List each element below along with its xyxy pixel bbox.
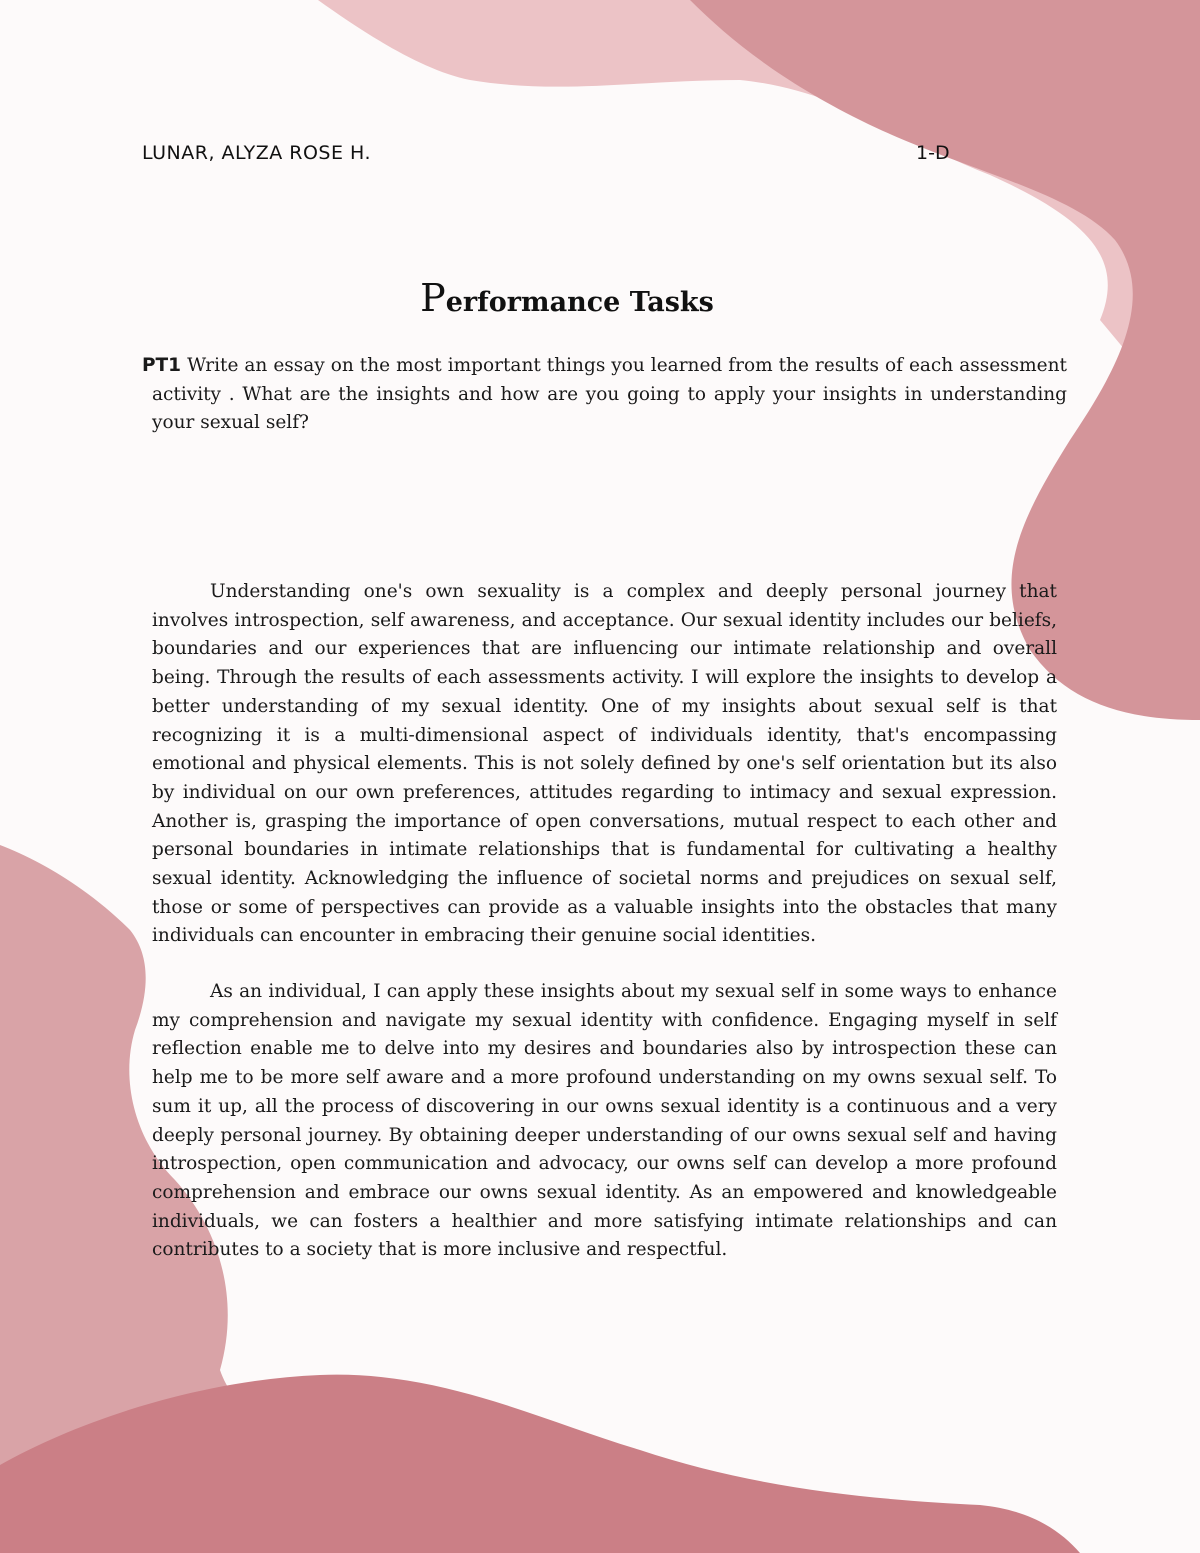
task-prompt-text: Write an essay on the most important things you learned from the results of each assessment activity . What are the insights and how are you going to apply your insights in understanding your sexual self? [152, 355, 1067, 434]
task-prompt [142, 352, 1067, 438]
task-code: PT1 [142, 355, 182, 376]
student-name: LUNAR, ALYZA ROSE H. [142, 142, 372, 164]
title-rest: erformance Tasks [445, 287, 714, 318]
class-section: 1-D [916, 142, 950, 164]
essay-paragraph-1: Understanding one's own sexuality is a complex and deeply personal journey that involves introspection, self awareness, and acceptance. Our sexual identity includes our beliefs, boundaries and our experiences that are influencing our intimate relationship and overall being. Through the results of each assessments activity. I will explore the insights to develop a better understanding of my sexual identity. One of my insights about sexual self is that recognizing it is a multi-dimensional aspect of individuals identity, that's encompassing emotional and physical elements. This is not solely defined by one's self orientation but its also by individual on our own preferences, attitudes regarding to intimacy and sexual expression. Another is, grasping the importance of open conversations, mutual respect to each other and personal boundaries in intimate relationships that is fundamental for cultivating a healthy sexual identity. Acknowledging the influence of societal norms and prejudices on sexual self, those or some of perspectives can provide as a valuable insights into the obstacles that many individuals can encounter in embracing their genuine social identities. [152, 581, 1057, 947]
essay-paragraph-2: As an individual, I can apply these insights about my sexual self in some ways to enhance my comprehension and navigate my sexual identity with confidence. Engaging myself in self reflection enable me to delve into my desires and boundaries also by introspection these can help me to be more self aware and a more profound understanding on my owns sexual self. To sum it up, all the process of discovering in our owns sexual identity is a continuous and a very deeply personal journey. By obtaining deeper understanding of our owns sexual self and having introspection, open communication and advocacy, our owns self can develop a more profound comprehension and embrace our owns sexual identity. As an empowered and knowledgeable individuals, we can fosters a healthier and more satisfying intimate relationships and can contributes to a society that is more inclusive and respectful. [152, 981, 1057, 1261]
title-first-letter: P [420, 276, 446, 320]
page-title [0, 276, 1134, 320]
